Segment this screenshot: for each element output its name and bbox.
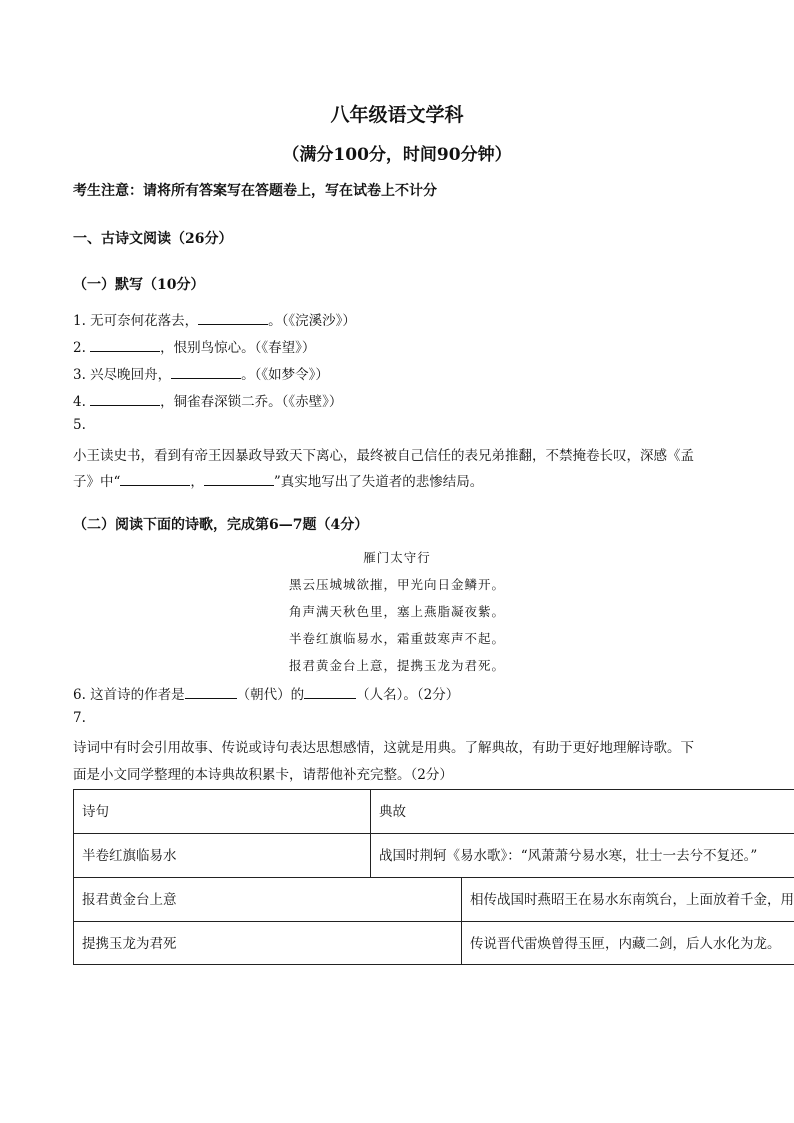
question-7-line: 诗词中有时会引用故事、传说或诗句表达思想感情，这就是用典。了解典故，有助于更好地理解诗歌。下 (73, 740, 694, 756)
table-rule (73, 789, 74, 965)
poem-title: 雁门太守行 (363, 550, 431, 565)
exam-notice: 考生注意：请将所有答案写在答题卷上，写在试卷上不计分 (73, 183, 437, 199)
answer-blank[interactable] (90, 338, 160, 352)
question-text: （朝代）的 (236, 687, 305, 703)
question-text: 4. (73, 394, 91, 410)
question-text: 子》中“ (73, 474, 121, 490)
question-5-line (73, 470, 483, 490)
part-heading: （二）阅读下面的诗歌，完成第6—7题（4分） (73, 517, 369, 533)
question-text: ”真实地写出了失道者的悲惨结局。 (273, 474, 484, 490)
table-rule (73, 877, 794, 878)
answer-blank[interactable] (90, 392, 160, 406)
table-cell-allusion: 相传战国时燕昭王在易水东南筑台，上面放着千金，用 (470, 892, 794, 908)
question-text: 1. 无可奈何花落去， (73, 313, 199, 329)
part-heading: （一）默写（10分） (73, 277, 205, 293)
question-text: ，恨别鸟惊心。（《春望》） (160, 340, 316, 356)
answer-blank[interactable] (304, 685, 356, 699)
question-6 (73, 683, 459, 703)
table-rule (461, 877, 462, 965)
question-text: 2. (73, 340, 91, 356)
question-text: ，铜雀春深锁二乔。（《赤壁》） (160, 394, 343, 410)
table-rule (370, 789, 371, 877)
answer-blank[interactable] (120, 472, 190, 486)
table-cell-allusion: 战国时荆轲《易水歌》：“风萧萧兮易水寒，壮士一去兮不复还。” (379, 848, 758, 864)
question-text: 。（《浣溪沙》） (268, 313, 356, 329)
question-5-line: 小王读史书，看到有帝王因暴政导致天下离心，最终被自己信任的表兄弟推翻，不禁掩卷长叹，深感《孟 (73, 448, 694, 464)
table-cell-verse: 提携玉龙为君死 (82, 936, 177, 952)
table-cell-verse: 半卷红旗临易水 (82, 848, 177, 864)
answer-blank[interactable] (204, 472, 274, 486)
question-text: ， (190, 474, 204, 490)
table-rule (73, 789, 794, 790)
table-rule (73, 921, 794, 922)
question-text: 。（《如梦令》） (241, 367, 329, 383)
question-5-number: 5. (73, 417, 86, 433)
answer-blank[interactable] (185, 685, 237, 699)
question-text: 6. 这首诗的作者是 (73, 687, 185, 703)
answer-blank[interactable] (171, 365, 241, 379)
table-header-allusion: 典故 (379, 804, 406, 820)
question-3 (73, 363, 329, 383)
question-7-number: 7. (73, 710, 86, 726)
question-text: （人名）。（2分） (356, 687, 460, 703)
page-title: 八年级语文学科 (330, 104, 464, 126)
question-4 (73, 390, 342, 410)
table-cell-allusion: 传说晋代雷焕曾得玉匣，内藏二剑，后人水化为龙。 (470, 936, 781, 952)
table-header-verse: 诗句 (82, 804, 109, 820)
poem-line: 角声满天秋色里，塞上燕脂凝夜紫。 (288, 604, 505, 619)
table-rule (73, 964, 794, 965)
poem-line: 黑云压城城欲摧，甲光向日金鳞开。 (288, 577, 505, 592)
poem-line: 半卷红旗临易水，霜重鼓寒声不起。 (288, 631, 505, 646)
table-rule (73, 833, 794, 834)
page-subtitle: （满分100分，时间90分钟） (282, 145, 512, 165)
allusion-table (73, 789, 794, 965)
table-cell-verse: 报君黄金台上意 (82, 892, 177, 908)
section-heading: 一、古诗文阅读（26分） (73, 231, 233, 247)
answer-blank[interactable] (198, 311, 268, 325)
question-2 (73, 336, 315, 356)
question-7-line: 面是小文同学整理的本诗典故积累卡，请帮他补充完整。（2分） (73, 767, 453, 783)
question-text: 3. 兴尽晚回舟， (73, 367, 172, 383)
question-1 (73, 309, 356, 329)
poem-line: 报君黄金台上意，提携玉龙为君死。 (288, 658, 505, 673)
